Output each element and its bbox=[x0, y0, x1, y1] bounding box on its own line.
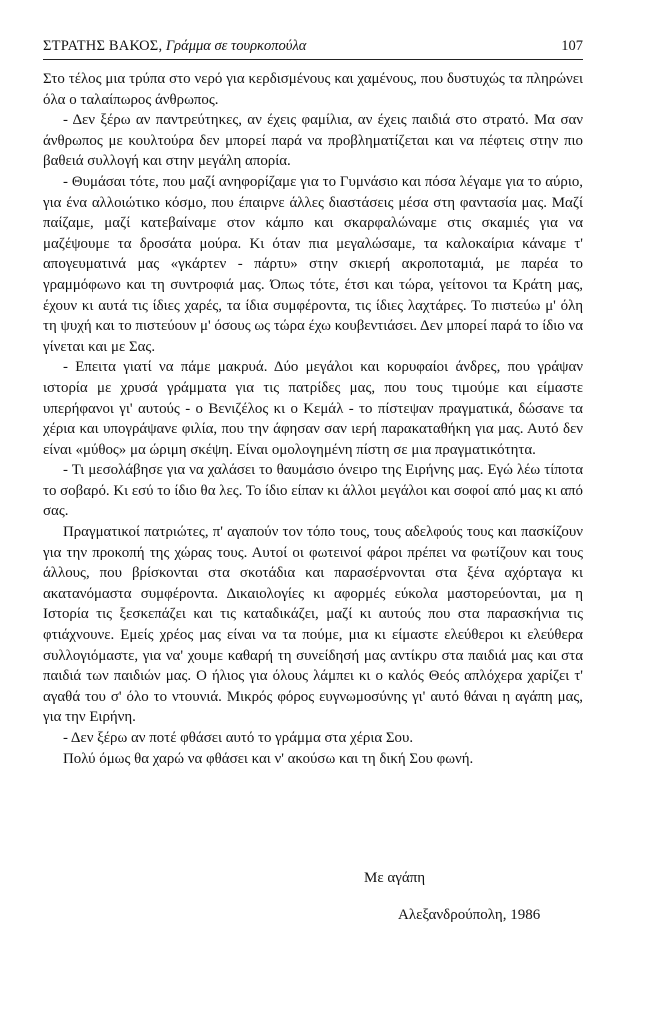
header-title: Γράμμα σε τουρκοπούλα bbox=[165, 38, 307, 54]
closing-place-date: Αλεξανδρούπολη, 1986 bbox=[398, 907, 541, 923]
closing-greeting: Με αγάπη bbox=[364, 870, 426, 886]
running-header bbox=[43, 36, 583, 56]
paragraph-5: - Τι μεσολάβησε για να χαλάσει το θαυμάσιο όνειρο της Ειρήνης μας. Εγώ λέω τίποτα το σοβαρό. Κι εσύ το ίδιο θα λες. Το ίδιο είπαν κι άλλοι μεγάλοι και σοφοί από μας κι από σας. bbox=[43, 462, 583, 520]
paragraph-6: Πραγματικοί πατριώτες, π' αγαπούν τον τόπο τους, τους αδελφούς τους και πασκίζουν για την προκοπή της χώρας τους. Αυτοί οι φωτεινοί φάροι πρέπει να φωτίζουν και τους άλλους, που βρίσκονται στα σκοτάδια και παρασέρνονται στα ξένα αχόρταγα κι ακατανόμαστα συμφέροντα. Δικαιολογίες κι αφορμές εύκολα μαστορεύονται, μα η Ιστορία τις ξεσκεπάζει και τις καταδικάζει, μαζί κι αυτούς που στα παρασκήνια τις φτιάχνουνε. Εμείς χρέος μας είναι να τα πούμε, μια κι είμαστε ελεύθεροι κι ελεύθερα συλλογιόμαστε, για να' χουμε καθαρή τη συνείδησή μας αντίκρυ στα παιδιά μας και στα παιδιά των παιδιών μας. Ο ήλιος για όλους λάμπει κι ο καλός Θεός απλόχερα χαρίζει τ' αγαθά του σ' όλο το ντουνιά. Μικρός φόρος ευγνωμοσύνης γι' αυτό θάναι η αγάπη μας, για την Ειρήνη. bbox=[43, 524, 583, 726]
paragraph-3: - Θυμάσαι τότε, που μαζί ανηφορίζαμε για το Γυμνάσιο και πόσα λέγαμε για το αύριο, για ένα αλλοιώτικο κόσμο, που έπαιρνε άλλες διαστάσεις μέσα στη φαντασία μας. Μαζί παίζαμε, μαζί κατεβαίναμε στον κάμπο και σκαρφαλώναμε στις σκαμιές για να μαζέψουμε τα δροσάτα μούρα. Κι όταν πια μεγαλώσαμε, τα καλοκαίρια κάναμε τ' απογευματινά μας «γκάρτεν - πάρτυ» στην σκιερή ακροποταμιά, με παρέα το γραμμόφωνο και τη συντροφιά μας. Όπως τότε, έτσι και τώρα, γείτονοι τα Κράτη μας, έχουν κι αυτά τις ίδιες χαρές, τα ίδια συμφέροντα, τις ίδιες λαχτάρες. Το πιστεύω μ' όλη τη ψυχή και το πιστεύουν μ' όσους ως τώρα έχω κουβεντιάσει. Δεν μπορεί παρά το ίδιο να γίνεται και με Σας. bbox=[43, 173, 583, 355]
body-text bbox=[43, 69, 583, 769]
paragraph-8: Πολύ όμως θα χαρώ να φθάσει και ν' ακούσω και τη δική Σου φωνή. bbox=[63, 750, 474, 767]
paragraph-2: - Δεν ξέρω αν παντρεύτηκες, αν έχεις φαμίλια, αν έχεις παιδιά στο στρατό. Μα σαν άνθρωπος με κουλτούρα δεν μπορεί παρά να προβληματίζεται και να πέφτεις στην πιο βαθειά συλλογή και στην μεγάλη απορία. bbox=[43, 112, 583, 170]
paragraph-4: - Επειτα γιατί να πάμε μακρυά. Δύο μεγάλοι και κορυφαίοι άνδρες, που γράψαν ιστορία με χρυσά γράμματα για τις πατρίδες μας, που τους τιμούμε και είμαστε υπερήφανοι γι' αυτούς - ο Βενιζέλος κι ο Κεμάλ - το πίστεψαν πραγματικά, δώσανε τα χέρια και υπογράψανε φιλία, που την άφησαν σαν ιερή παρακαταθήκη για μας. Αυτό δεν είναι «μύθος» μα ώριμη σκέψη. Είναι ομολογημένη πίστη σε μια πραγματικότητα. bbox=[43, 359, 583, 458]
header-rule bbox=[43, 59, 583, 60]
paragraph-1: Στο τέλος μια τρύπα στο νερό για κερδισμένους και χαμένους, που δυστυχώς τα πληρώνει όλα ο ταλαίπωρος άνθρωπος. bbox=[43, 71, 583, 108]
header-author: ΣΤΡΑΤΗΣ ΒΑΚΟΣ, bbox=[43, 38, 163, 54]
page-number: 107 bbox=[561, 38, 583, 54]
paragraph-7: - Δεν ξέρω αν ποτέ φθάσει αυτό το γράμμα στα χέρια Σου. bbox=[63, 730, 414, 746]
